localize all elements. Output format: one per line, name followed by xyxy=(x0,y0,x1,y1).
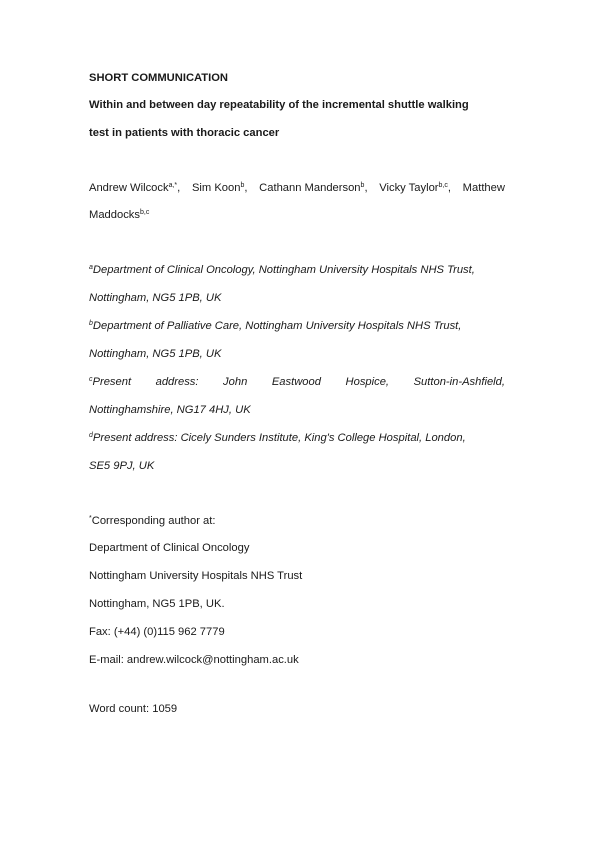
author-manderson: Cathann Manderson$^b$, xyxy=(259,182,368,194)
affiliation-d: $^d$Present address: Cicely Sunders Institute, King's College Hospital, London, xyxy=(89,432,466,444)
correspondence-institution: Nottingham University Hospitals NHS Trust xyxy=(89,570,303,582)
author-list-line-2: Maddocks$^{b,c}$ xyxy=(89,209,150,221)
article-type-heading: SHORT COMMUNICATION xyxy=(89,72,229,84)
correspondence-city: Nottingham, NG5 1PB, UK. xyxy=(89,598,225,610)
author-koon: Sim Koon$^b$, xyxy=(191,182,248,194)
word-count: Word count: 1059 xyxy=(89,703,178,715)
affiliation-a: $^a$Department of Clinical Oncology, Nottingham University Hospitals NHS Trust, xyxy=(89,264,475,276)
author-maddocks-part: Matthew xyxy=(462,182,505,194)
title-line-2: test in patients with thoracic cancer xyxy=(89,127,280,139)
affiliation-c: $^c$Present address: John Eastwood Hospice, Sutton-in-Ashfield, xyxy=(89,376,505,388)
title-line-1: Within and between day repeatability of the incremental shuttle walking xyxy=(89,99,469,111)
affiliation-b: $^b$Department of Palliative Care, Nottingham University Hospitals NHS Trust, xyxy=(89,320,462,332)
corresponding-author-heading: *Corresponding author at: xyxy=(89,515,216,527)
correspondence-email: E-mail: andrew.wilcock@nottingham.ac.uk xyxy=(89,654,299,666)
affiliation-b-cont: Nottingham, NG5 1PB, UK xyxy=(89,348,222,360)
affiliation-d-cont: SE5 9PJ, UK xyxy=(89,460,155,472)
correspondence-fax: Fax: (+44) (0)115 962 7779 xyxy=(89,626,225,638)
affiliation-c-cont: Nottinghamshire, NG17 4HJ, UK xyxy=(89,404,251,416)
author-list-line-1 xyxy=(89,181,505,195)
affiliation-a-cont: Nottingham, NG5 1PB, UK xyxy=(89,292,222,304)
correspondence-department: Department of Clinical Oncology xyxy=(89,542,250,554)
author-taylor: Vicky Taylor$^{b,c}$, xyxy=(379,182,451,194)
author-wilcock: Andrew Wilcock$^{a,*}$, xyxy=(89,182,181,194)
